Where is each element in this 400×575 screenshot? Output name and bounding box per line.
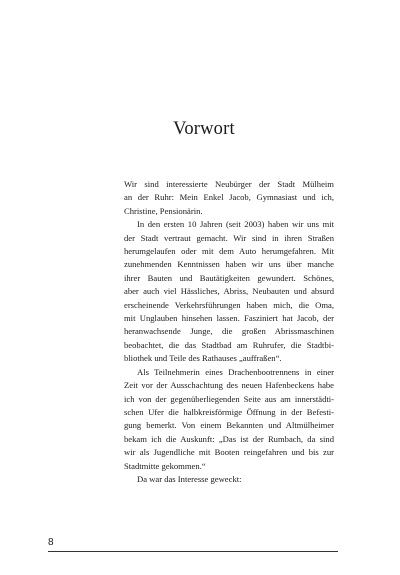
- text-line: Stadtmitte gekommen.“: [124, 460, 206, 471]
- text-line: der Stadt vertraut gemacht. Wir sind in ihren Straßen: [124, 232, 334, 243]
- text-line: mit Unglauben hinsehen lassen. Fasziniert hat Jacob, der: [124, 313, 334, 324]
- body-paragraph: [124, 218, 334, 365]
- text-line: ich von der gegenüberliegenden Seite aus am innerstädti-: [124, 393, 334, 404]
- text-line: an der Ruhr: Mein Enkel Jacob, Gymnasiast und ich,: [124, 192, 334, 203]
- text-line: beobachtet, die das Stadtbad am Ruhrufer, die Stadtbi-: [124, 339, 334, 350]
- text-line: wir als Jugendliche mit Booten reingefahren und bis zur: [124, 447, 334, 458]
- body-paragraph: [124, 178, 334, 218]
- text-line: ihrer Bauten und Bautätigkeiten gewundert. Schönes,: [124, 272, 334, 283]
- text-line: Zeit vor der Ausschachtung des neuen Hafenbeckens habe: [124, 380, 334, 391]
- text-line: schen Ufer die halbkreisförmige Öffnung in der Befesti-: [124, 406, 334, 417]
- body-paragraph: [124, 366, 334, 473]
- text-line: aber auch viel Hässliches, Abriss, Neubauten und absurd: [124, 286, 334, 297]
- chapter-title: Vorwort: [173, 119, 235, 139]
- body-text: [124, 178, 334, 486]
- text-line: gung bemerkt. Von einem Bekannten und Altmülheimer: [124, 420, 334, 431]
- text-line: herumgelaufen oder mit dem Auto herumgefahren. Mit: [124, 246, 334, 257]
- text-line: Christine, Pensionärin.: [124, 205, 203, 216]
- footer-rule: [48, 551, 338, 552]
- text-line: Als Teilnehmerin eines Drachenbootrennens in einer: [137, 366, 334, 377]
- text-line: erscheinende Verkehrsführungen haben mich, die Oma,: [124, 299, 334, 310]
- page-number: 8: [48, 537, 54, 548]
- text-line: Da war das Interesse geweckt:: [137, 473, 242, 484]
- text-line: bliothek und Teile des Rathauses „auffraßen“.: [124, 353, 282, 364]
- text-line: bekam ich die Auskunft: „Das ist der Rumbach, da sind: [124, 433, 334, 444]
- text-line: heranwachsende Junge, die großen Abrissmaschinen: [124, 326, 334, 337]
- body-paragraph: [124, 473, 334, 486]
- text-line: zunehmenden Kenntnissen haben wir uns über manche: [124, 259, 334, 270]
- text-line: Wir sind interessierte Neubürger der Stadt Mülheim: [124, 179, 334, 189]
- text-line: In den ersten 10 Jahren (seit 2003) haben wir uns mit: [137, 219, 334, 230]
